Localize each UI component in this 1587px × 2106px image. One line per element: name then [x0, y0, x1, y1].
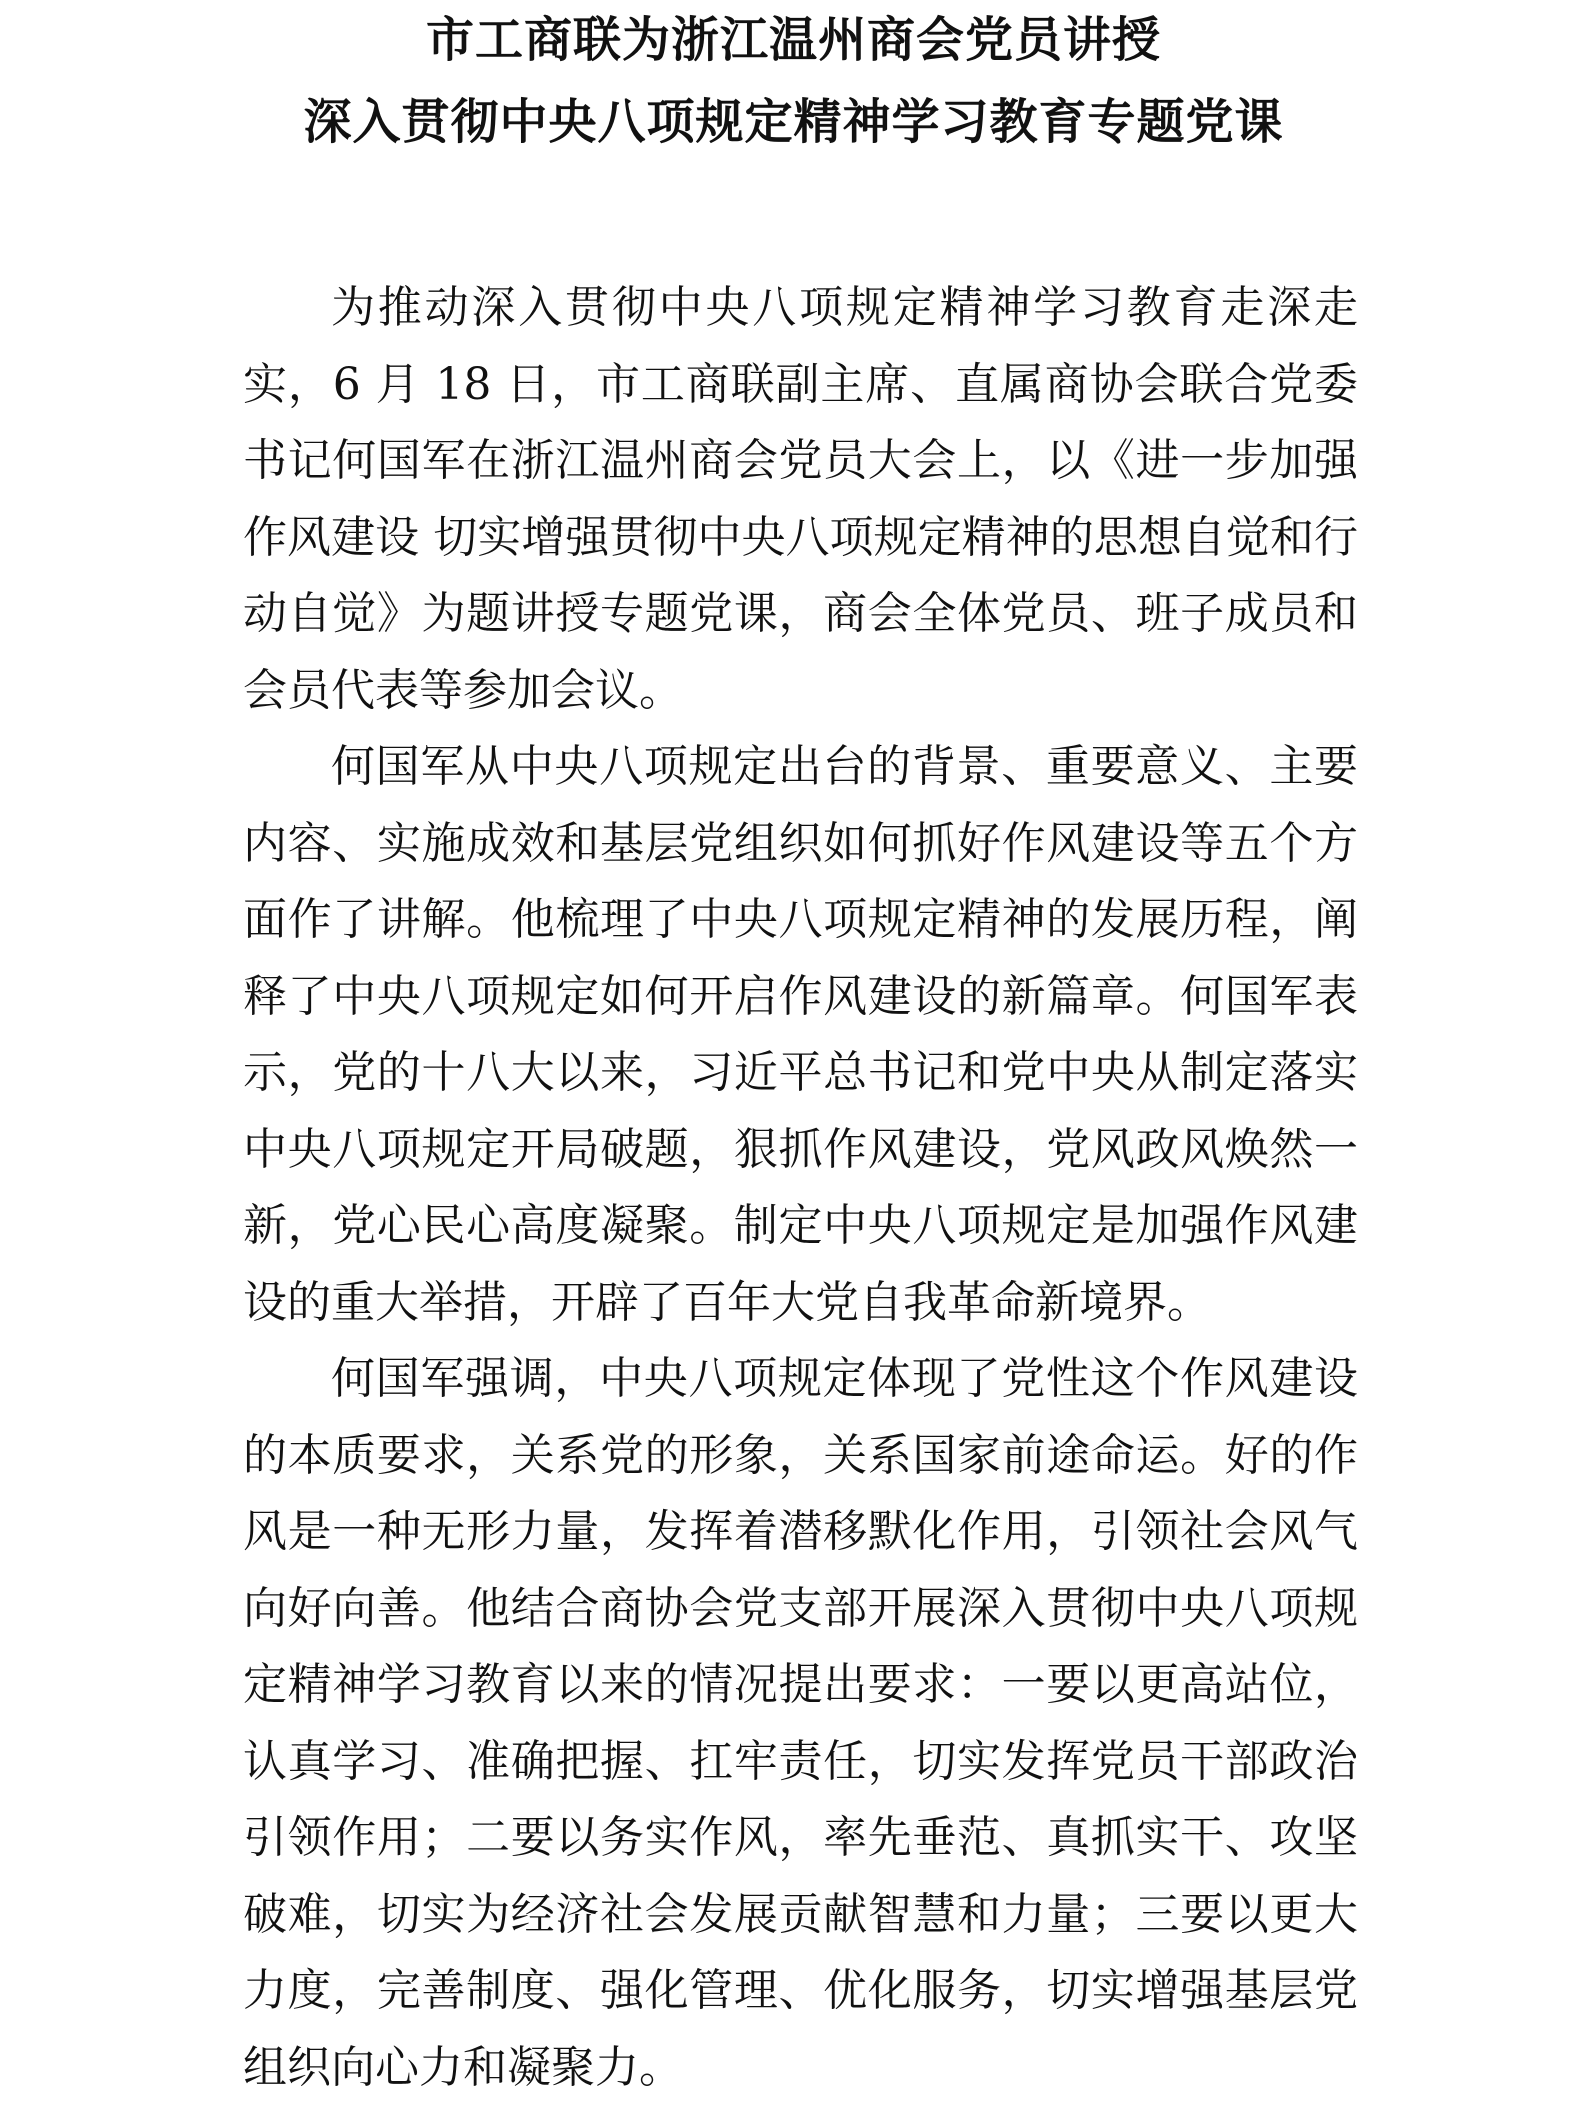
document-title-line-2: 深入贯彻中央八项规定精神学习教育专题党课	[303, 94, 1284, 150]
body-paragraph-3: 何国军强调，中央八项规定体现了党性这个作风建设的本质要求，关系党的形象，关系国家前途命运。好的作风是一种无形力量，发挥着潜移默化作用，引领社会风气向好向善。他结合商协会党支部开展深入贯彻中央八项规定精神学习教育以来的情况提出要求：一要以更高站位，认真学习、准确把握、扛牢责任，切实发挥党员干部政治引领作用；二要以务实作风，率先垂范、真抓实干、攻坚破难，切实为经济社会发展贡献智慧和力量；三要以更大力度，完善制度、强化管理、优化服务，切实增强基层党组织向心力和凝聚力。	[243, 1353, 1358, 2093]
document-title-line-1: 市工商联为浙江温州商会党员讲授	[425, 12, 1161, 68]
document-body	[243, 270, 1358, 2106]
body-paragraph-1: 为推动深入贯彻中央八项规定精神学习教育走深走实，6 月 18 日，市工商联副主席、直属商协会联合党委书记何国军在浙江温州商会党员大会上，以《进一步加强作风建设 切实增强贯彻中央八项规定精神的思想自觉和行动自觉》为题讲授专题党课，商会全体党员、班子成员和会员代表等参加会议。	[243, 282, 1358, 716]
body-paragraph-2: 何国军从中央八项规定出台的背景、重要意义、主要内容、实施成效和基层党组织如何抓好作风建设等五个方面作了讲解。他梳理了中央八项规定精神的发展历程，阐释了中央八项规定如何开启作风建设的新篇章。何国军表示，党的十八大以来，习近平总书记和党中央从制定落实中央八项规定开局破题，狠抓作风建设，党风政风焕然一新，党心民心高度凝聚。制定中央八项规定是加强作风建设的重大举措，开辟了百年大党自我革命新境界。	[243, 741, 1358, 1328]
